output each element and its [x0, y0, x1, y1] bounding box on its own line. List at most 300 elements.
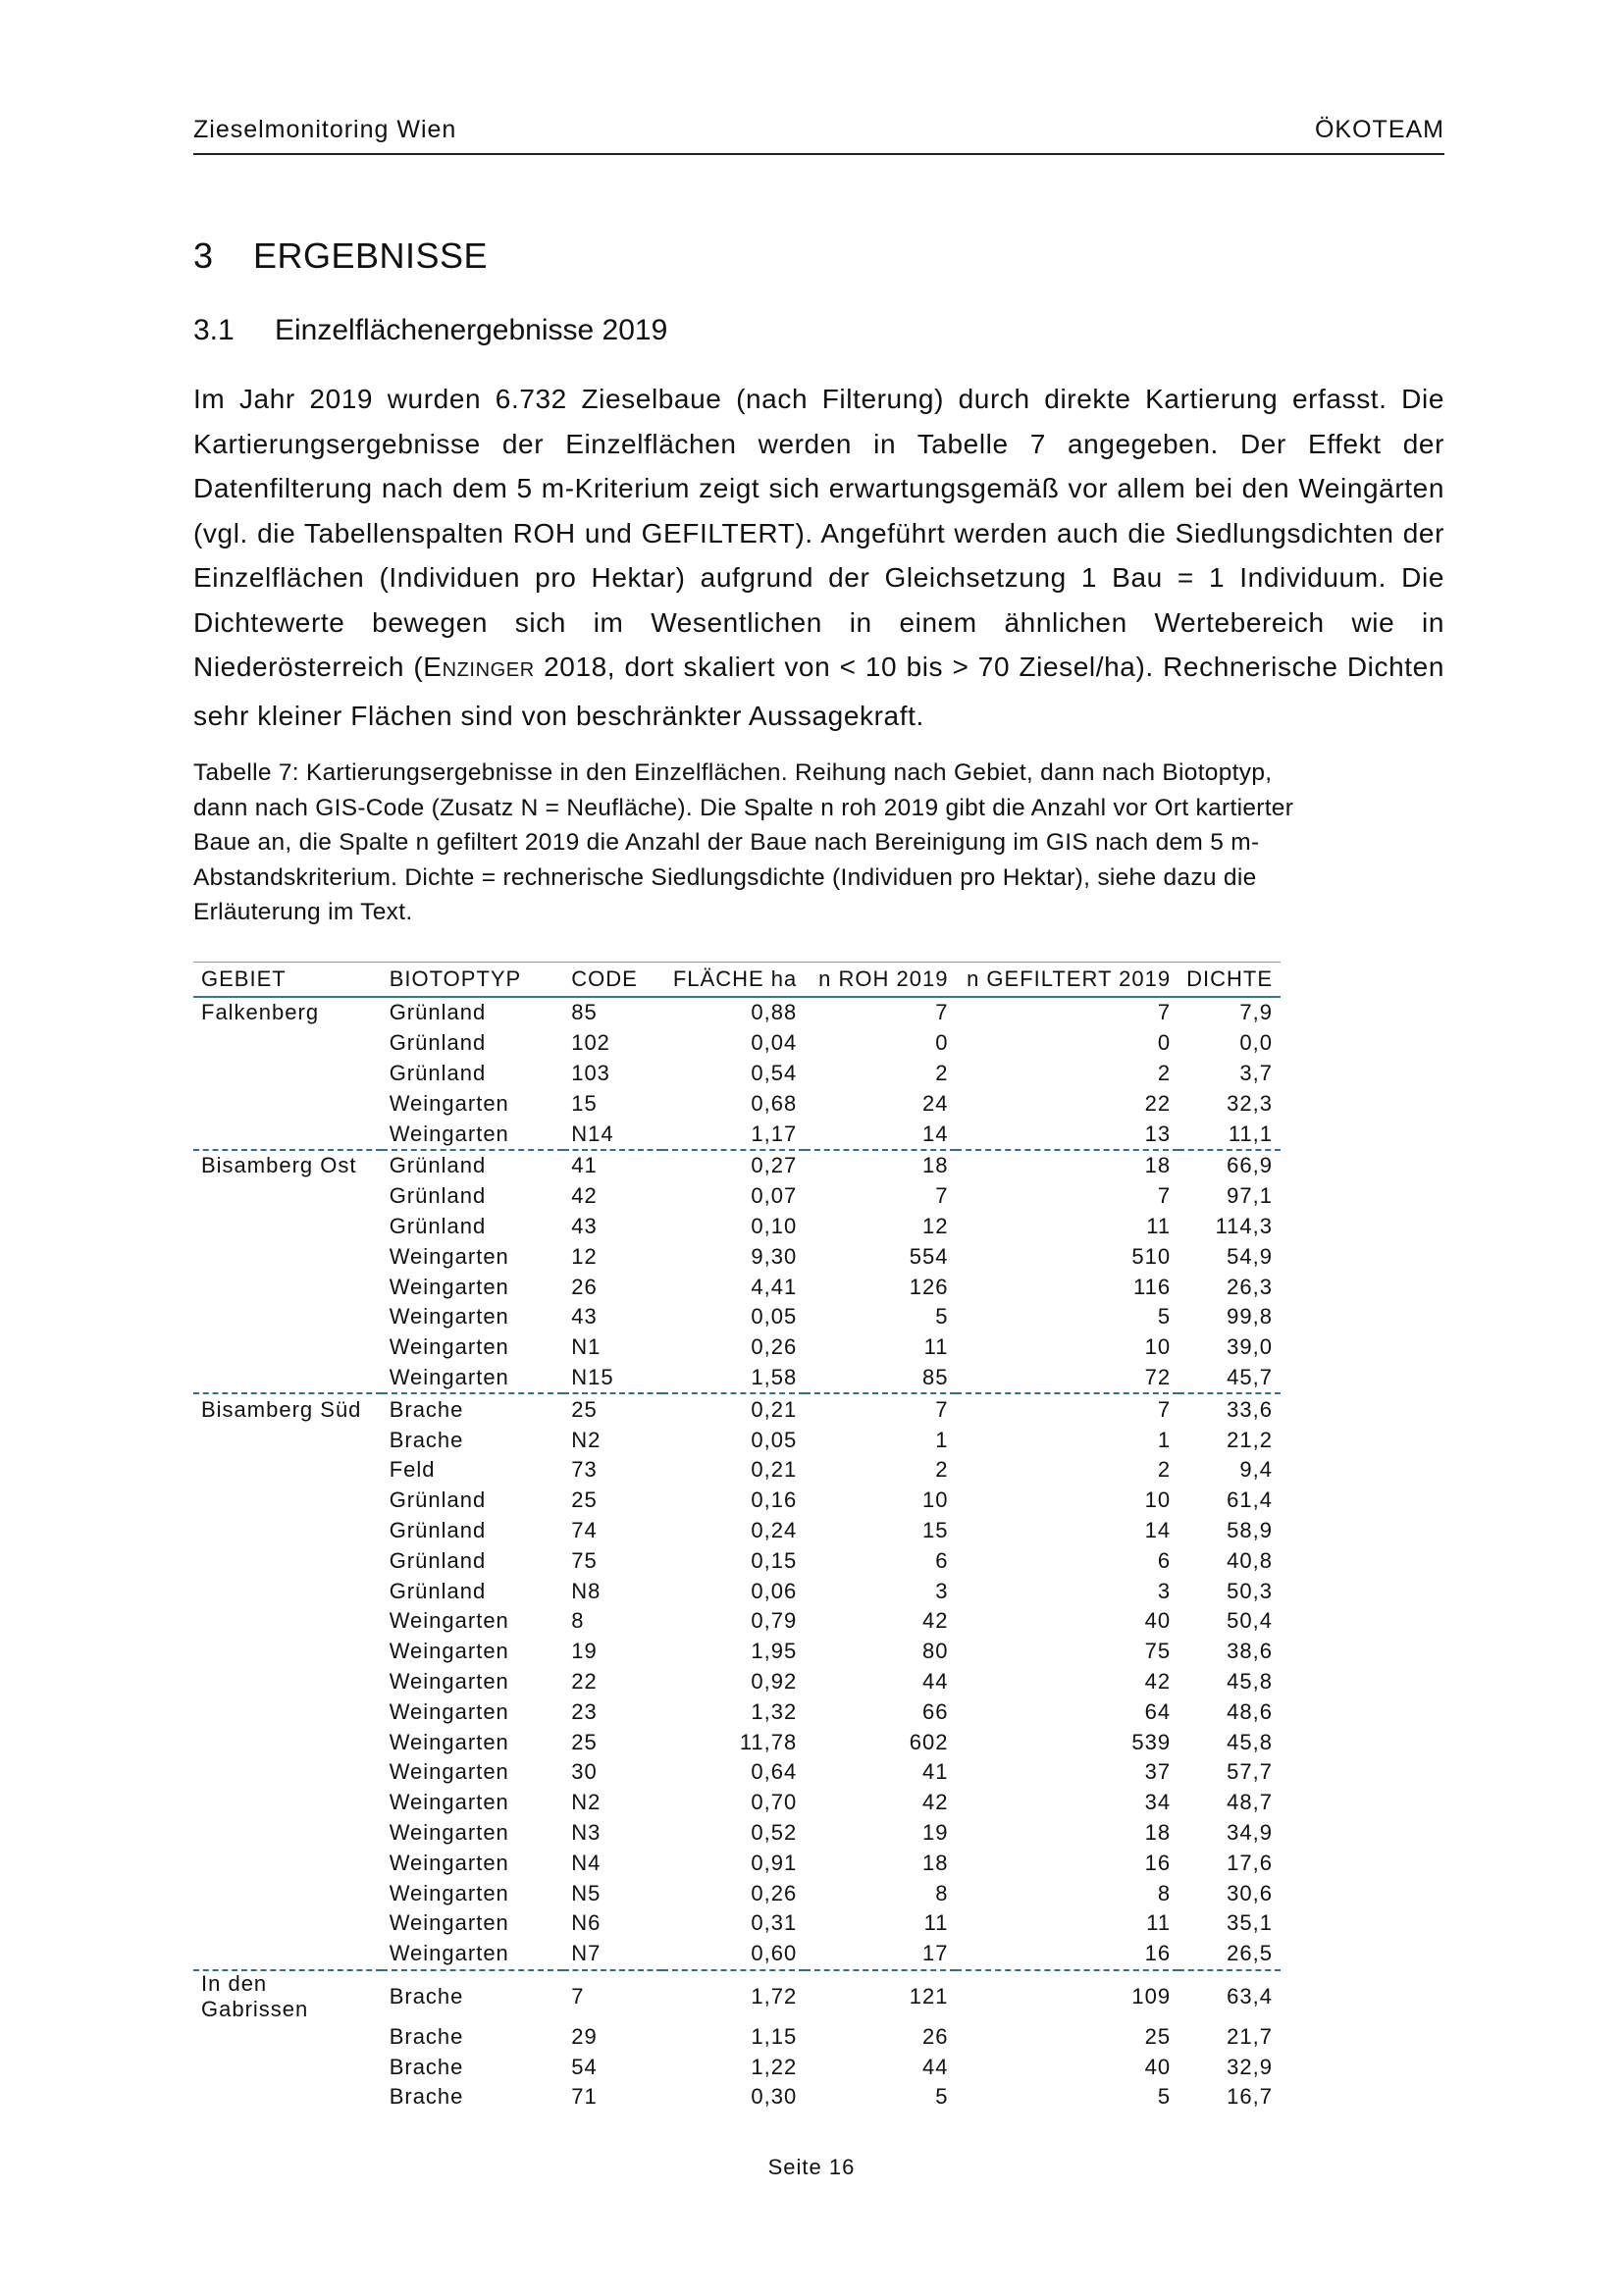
- table-row: [193, 1788, 1281, 1818]
- cell-n-roh: 7: [935, 1000, 949, 1025]
- cell-gebiet: Bisamberg Süd: [201, 1396, 362, 1422]
- cell-n-gefiltert: 116: [1132, 1274, 1172, 1299]
- cell-n-gefiltert: 7: [1157, 1183, 1172, 1209]
- cell-biotoptyp: Brache: [389, 1983, 464, 2009]
- author-initial: E: [423, 652, 443, 682]
- cell-dichte: 48,6: [1227, 1698, 1273, 1724]
- table-row: [193, 1516, 1281, 1546]
- cell-gebiet: [193, 1028, 382, 1059]
- cell-n-gefiltert: 2: [1157, 1457, 1172, 1483]
- cell-gebiet: [193, 1272, 382, 1302]
- cell-code: 12: [571, 1243, 598, 1269]
- cell-dichte: 63,4: [1227, 1983, 1273, 2009]
- cell-biotoptyp: Grünland: [389, 1060, 487, 1085]
- page-number: Seite 16: [767, 2155, 856, 2179]
- cell-biotoptyp: Weingarten: [382, 1363, 564, 1394]
- cell-dichte: 54,9: [1227, 1243, 1273, 1269]
- cell-biotoptyp: Weingarten: [389, 1090, 509, 1116]
- cell-dichte: 30,6: [1227, 1880, 1273, 1905]
- cell-biotoptyp: Weingarten: [389, 1698, 509, 1724]
- table-row: [193, 1393, 1281, 1425]
- table-row: [193, 2022, 1281, 2053]
- cell-n-roh: 42: [921, 1790, 949, 1815]
- table-row: [193, 997, 1281, 1028]
- cell-code: 41: [571, 1153, 598, 1178]
- cell-code: 25: [571, 1729, 598, 1754]
- cell-flaeche: 0,70: [751, 1790, 798, 1815]
- cell-flaeche: 0,26: [751, 1880, 798, 1905]
- cell-biotoptyp: Grünland: [389, 1153, 487, 1178]
- cell-biotoptyp: Weingarten: [389, 1334, 509, 1360]
- cell-n-gefiltert: 539: [1131, 1729, 1172, 1754]
- cell-flaeche: 0,31: [751, 1910, 798, 1936]
- cell-biotoptyp: Weingarten: [389, 1819, 509, 1845]
- cell-code: 74: [571, 1517, 598, 1542]
- cell-biotoptyp: Grünland: [389, 1517, 487, 1542]
- table-row: [193, 1181, 1281, 1212]
- cell-gebiet: [193, 1848, 382, 1878]
- cell-code: N1: [571, 1334, 602, 1360]
- cell-code: 8: [571, 1608, 585, 1634]
- cell-gebiet: [193, 2022, 382, 2053]
- cell-n-gefiltert: 18: [1144, 1819, 1172, 1845]
- cell-n-roh: 14: [805, 1119, 956, 1150]
- cell-dichte: 58,9: [1227, 1517, 1273, 1542]
- cell-biotoptyp: Weingarten: [389, 1304, 509, 1330]
- cell-dichte: 11,1: [1178, 1119, 1281, 1150]
- table-row: [193, 1212, 1281, 1242]
- table-row: [193, 2052, 1281, 2082]
- cell-n-roh: 10: [921, 1487, 949, 1513]
- cell-code: 75: [571, 1547, 598, 1573]
- table-row: [193, 1727, 1281, 1757]
- cell-biotoptyp: Grünland: [389, 1183, 487, 1209]
- cell-n-roh: 42: [921, 1608, 949, 1634]
- cell-n-gefiltert: 11: [1146, 1910, 1172, 1936]
- cell-code: 42: [571, 1183, 598, 1209]
- cell-flaeche: 0,88: [751, 1000, 798, 1025]
- cell-gebiet: [193, 2052, 382, 2082]
- citation-author: [423, 652, 534, 682]
- cell-flaeche: 0,26: [751, 1334, 798, 1360]
- cell-n-roh: 12: [921, 1213, 949, 1238]
- cell-biotoptyp: Weingarten: [389, 1274, 509, 1299]
- table-row: [193, 1332, 1281, 1363]
- cell-gebiet: [193, 1818, 382, 1849]
- cell-n-gefiltert: 1: [1157, 1427, 1172, 1452]
- column-header: DICHTE: [1178, 963, 1281, 998]
- cell-gebiet: In den Gabrissen: [201, 1970, 309, 2021]
- cell-biotoptyp: Weingarten: [389, 1729, 509, 1754]
- section-title: ERGEBNISSE: [253, 235, 489, 276]
- cell-gebiet: [193, 1939, 382, 1970]
- cell-flaeche: 1,22: [751, 2054, 798, 2079]
- cell-n-gefiltert: 3: [1157, 1578, 1172, 1603]
- cell-n-gefiltert: 72: [956, 1363, 1178, 1394]
- table-row: [193, 1696, 1281, 1727]
- cell-flaeche: 0,24: [751, 1517, 798, 1542]
- table-body: [193, 997, 1281, 2113]
- cell-flaeche: 0,21: [751, 1457, 798, 1483]
- cell-n-gefiltert: 22: [1144, 1090, 1172, 1116]
- cell-flaeche: 0,05: [751, 1304, 798, 1330]
- cell-code: N14: [563, 1119, 662, 1150]
- cell-biotoptyp: Weingarten: [389, 1639, 509, 1664]
- cell-gebiet: [193, 1181, 382, 1212]
- cell-n-gefiltert: 16: [956, 1939, 1178, 1970]
- cell-dichte: 21,7: [1227, 2023, 1273, 2049]
- cell-n-roh: 554: [909, 1243, 949, 1269]
- results-table: [193, 962, 1281, 2113]
- cell-code: N7: [563, 1939, 662, 1970]
- cell-dichte: 97,1: [1227, 1183, 1273, 1209]
- cell-code: 25: [571, 1396, 598, 1422]
- table-row: [193, 1150, 1281, 1181]
- cell-n-gefiltert: 64: [1144, 1698, 1172, 1724]
- cell-n-roh: 121: [909, 1983, 949, 2009]
- cell-dichte: 17,6: [1227, 1850, 1273, 1875]
- running-header-org: ÖKOTEAM: [1314, 116, 1444, 143]
- cell-flaeche: 0,06: [751, 1578, 798, 1603]
- cell-gebiet: [193, 1757, 382, 1788]
- cell-n-gefiltert: 34: [1144, 1790, 1172, 1815]
- cell-dichte: 50,4: [1227, 1608, 1273, 1634]
- cell-gebiet: [193, 1455, 382, 1486]
- cell-flaeche: 0,60: [662, 1939, 805, 1970]
- cell-n-roh: 18: [921, 1153, 949, 1178]
- cell-gebiet: [193, 1788, 382, 1818]
- table-row: [193, 1028, 1281, 1059]
- cell-biotoptyp: Weingarten: [382, 1939, 564, 1970]
- cell-dichte: 7,9: [1239, 1000, 1273, 1025]
- cell-n-roh: 85: [805, 1363, 956, 1394]
- table-row: [193, 1088, 1281, 1119]
- cell-dichte: 66,9: [1227, 1153, 1273, 1178]
- cell-flaeche: 0,27: [751, 1153, 798, 1178]
- cell-n-roh: 6: [935, 1547, 949, 1573]
- cell-flaeche: 9,30: [751, 1243, 798, 1269]
- cell-gebiet: [193, 1241, 382, 1272]
- cell-n-gefiltert: 10: [1144, 1334, 1172, 1360]
- cell-dichte: 45,7: [1178, 1363, 1281, 1394]
- cell-n-gefiltert: 109: [1131, 1983, 1172, 2009]
- cell-n-roh: 24: [921, 1090, 949, 1116]
- cell-n-gefiltert: 42: [1144, 1668, 1172, 1694]
- cell-dichte: 38,6: [1227, 1639, 1273, 1664]
- cell-dichte: 32,9: [1227, 2054, 1273, 2079]
- cell-n-gefiltert: 7: [1157, 1000, 1172, 1025]
- cell-gebiet: [193, 1878, 382, 1908]
- cell-gebiet: [193, 1727, 382, 1757]
- cell-n-roh: 3: [935, 1578, 949, 1603]
- cell-flaeche: 0,68: [751, 1090, 798, 1116]
- cell-biotoptyp: Weingarten: [389, 1243, 509, 1269]
- cell-n-gefiltert: 5: [1157, 1304, 1172, 1330]
- cell-gebiet: [193, 1486, 382, 1516]
- cell-flaeche: 1,95: [751, 1639, 798, 1664]
- cell-n-roh: 7: [935, 1183, 949, 1209]
- cell-dichte: 45,8: [1227, 1668, 1273, 1694]
- cell-code: N6: [571, 1910, 602, 1936]
- cell-flaeche: 0,05: [751, 1427, 798, 1452]
- table-row: [193, 2082, 1281, 2113]
- table-row: [193, 1425, 1281, 1455]
- cell-dichte: 16,7: [1227, 2084, 1273, 2110]
- cell-biotoptyp: Grünland: [389, 1487, 487, 1513]
- table-row: [193, 1848, 1281, 1878]
- table-row: [193, 1119, 1281, 1150]
- cell-code: 73: [571, 1457, 598, 1483]
- cell-n-roh: 26: [921, 2023, 949, 2049]
- cell-n-gefiltert: 7: [1157, 1396, 1172, 1422]
- cell-flaeche: 1,32: [751, 1698, 798, 1724]
- paragraph-part-1: Im Jahr 2019 wurden 6.732 Zieselbaue (nach Filterung) durch direkte Kartierung erfasst. Die Kartierungsergebnisse der Einzelflächen werden in Tabelle 7 angegeben. Der Effekt der Datenfilterung nach dem 5 m-Kriterium zeigt sich erwartungsgemäß vor allem bei den Weingärten (vgl. die Tabellenspalten ROH und GEFILTERT). Angeführt werden auch die Siedlungsdichten der Einzelflächen (Individuen pro Hektar) aufgrund der Gleichsetzung 1 Bau = 1 Individuum. Die Dichtewerte bewegen sich im Wesentlichen in einem ähnlichen Wertebereich wie in Niederösterreich (: [193, 384, 1444, 682]
- cell-gebiet: [193, 2082, 382, 2113]
- cell-n-roh: 11: [923, 1334, 949, 1360]
- cell-biotoptyp: Weingarten: [389, 1608, 509, 1634]
- body-paragraph: [193, 377, 1444, 738]
- table-row: [193, 1908, 1281, 1939]
- cell-n-roh: 126: [909, 1274, 949, 1299]
- cell-flaeche: 0,54: [751, 1060, 798, 1085]
- cell-n-gefiltert: 25: [1144, 2023, 1172, 2049]
- cell-gebiet: [193, 1545, 382, 1576]
- cell-n-roh: 602: [909, 1729, 949, 1754]
- cell-dichte: 99,8: [1227, 1304, 1273, 1330]
- cell-n-roh: 17: [805, 1939, 956, 1970]
- cell-n-gefiltert: 11: [1146, 1213, 1172, 1238]
- cell-code: 22: [571, 1668, 598, 1694]
- section-number: 3: [193, 235, 214, 276]
- cell-n-roh: 44: [921, 1668, 949, 1694]
- table-row: [193, 1545, 1281, 1576]
- cell-gebiet: Falkenberg: [201, 1000, 320, 1025]
- table-row: [193, 1363, 1281, 1394]
- cell-dichte: 114,3: [1215, 1213, 1273, 1238]
- header-rule: [193, 153, 1444, 155]
- table-row: [193, 1486, 1281, 1516]
- cell-dichte: 48,7: [1227, 1790, 1273, 1815]
- cell-n-roh: 80: [921, 1639, 949, 1664]
- cell-n-gefiltert: 16: [1144, 1850, 1172, 1875]
- cell-flaeche: 1,58: [662, 1363, 805, 1394]
- cell-biotoptyp: Grünland: [389, 1000, 487, 1025]
- cell-n-roh: 11: [923, 1910, 949, 1936]
- cell-flaeche: 4,41: [751, 1274, 798, 1299]
- cell-dichte: 32,3: [1227, 1090, 1273, 1116]
- cell-gebiet: Bisamberg Ost: [201, 1153, 357, 1178]
- cell-dichte: 39,0: [1227, 1334, 1273, 1360]
- cell-flaeche: 0,07: [751, 1183, 798, 1209]
- cell-gebiet: [193, 1302, 382, 1332]
- cell-dichte: 0,0: [1239, 1030, 1273, 1056]
- cell-gebiet: [193, 1059, 382, 1089]
- table-row: [193, 1637, 1281, 1667]
- cell-n-gefiltert: 14: [1144, 1517, 1172, 1542]
- cell-gebiet: [193, 1119, 382, 1150]
- cell-gebiet: [193, 1637, 382, 1667]
- cell-biotoptyp: Weingarten: [382, 1119, 564, 1150]
- cell-n-roh: 15: [921, 1517, 949, 1542]
- cell-code: 15: [571, 1090, 598, 1116]
- cell-gebiet: [193, 1212, 382, 1242]
- cell-flaeche: 0,15: [751, 1547, 798, 1573]
- cell-biotoptyp: Grünland: [389, 1030, 487, 1056]
- subsection-number: 3.1: [193, 314, 235, 346]
- subsection-title: Einzelflächenergebnisse 2019: [275, 314, 668, 346]
- cell-code: 102: [571, 1030, 610, 1056]
- cell-n-roh: 19: [921, 1819, 949, 1845]
- cell-flaeche: 0,04: [751, 1030, 798, 1056]
- cell-dichte: 35,1: [1227, 1910, 1273, 1936]
- cell-n-gefiltert: 18: [1144, 1153, 1172, 1178]
- table-row: [193, 1059, 1281, 1089]
- table-row: [193, 1818, 1281, 1849]
- cell-flaeche: 0,30: [751, 2084, 798, 2110]
- cell-n-gefiltert: 37: [1144, 1759, 1172, 1785]
- cell-flaeche: 0,52: [751, 1819, 798, 1845]
- paragraph-part-2: 2018, dort skaliert von < 10 bis > 70 Ziesel/ha). Rechnerische Dichten sehr kleiner Flächen sind von beschränkter Aussagekraft.: [193, 652, 1444, 731]
- table-row: [193, 1576, 1281, 1606]
- table-row: [193, 1302, 1281, 1332]
- cell-n-roh: 41: [921, 1759, 949, 1785]
- table-row: [193, 1272, 1281, 1302]
- cell-biotoptyp: Brache: [389, 1396, 464, 1422]
- cell-dichte: 9,4: [1239, 1457, 1273, 1483]
- table-row: [193, 1241, 1281, 1272]
- cell-biotoptyp: Weingarten: [389, 1910, 509, 1936]
- cell-biotoptyp: Weingarten: [389, 1668, 509, 1694]
- cell-biotoptyp: Grünland: [389, 1213, 487, 1238]
- cell-gebiet: [193, 1332, 382, 1363]
- cell-n-roh: 2: [935, 1457, 949, 1483]
- cell-dichte: 40,8: [1227, 1547, 1273, 1573]
- cell-dichte: 61,4: [1227, 1487, 1273, 1513]
- cell-dichte: 57,7: [1227, 1759, 1273, 1785]
- cell-flaeche: 1,15: [751, 2023, 798, 2049]
- cell-code: N8: [571, 1578, 602, 1603]
- table-header-row: [193, 963, 1281, 998]
- cell-biotoptyp: Weingarten: [389, 1759, 509, 1785]
- cell-code: 43: [571, 1213, 598, 1238]
- cell-biotoptyp: Feld: [389, 1457, 436, 1483]
- author-rest: NZINGER: [442, 659, 535, 681]
- table-row: [193, 1667, 1281, 1697]
- cell-flaeche: 1,72: [751, 1983, 798, 2009]
- cell-n-gefiltert: 75: [1144, 1639, 1172, 1664]
- cell-code: N4: [571, 1850, 602, 1875]
- cell-dichte: 33,6: [1227, 1396, 1273, 1422]
- cell-biotoptyp: Weingarten: [389, 1790, 509, 1815]
- cell-biotoptyp: Grünland: [389, 1578, 487, 1603]
- cell-code: 7: [571, 1983, 585, 2009]
- cell-code: N15: [563, 1363, 662, 1394]
- cell-n-roh: 5: [935, 1304, 949, 1330]
- cell-n-gefiltert: 510: [1131, 1243, 1172, 1269]
- cell-code: 26: [571, 1274, 598, 1299]
- cell-n-gefiltert: 40: [1144, 1608, 1172, 1634]
- cell-flaeche: 0,79: [751, 1608, 798, 1634]
- cell-n-roh: 44: [921, 2054, 949, 2079]
- cell-code: N2: [571, 1790, 602, 1815]
- cell-dichte: 50,3: [1227, 1578, 1273, 1603]
- cell-gebiet: [193, 1363, 382, 1394]
- table-row: [193, 1970, 1281, 2022]
- table-row: [193, 1939, 1281, 1970]
- cell-code: 19: [571, 1639, 598, 1664]
- cell-gebiet: [193, 1425, 382, 1455]
- cell-code: 71: [571, 2084, 598, 2110]
- table-row: [193, 1455, 1281, 1486]
- cell-n-gefiltert: 6: [1157, 1547, 1172, 1573]
- cell-flaeche: 0,64: [751, 1759, 798, 1785]
- cell-dichte: 3,7: [1239, 1060, 1273, 1085]
- cell-gebiet: [193, 1696, 382, 1727]
- cell-dichte: 34,9: [1227, 1819, 1273, 1845]
- cell-biotoptyp: Brache: [389, 1427, 464, 1452]
- cell-dichte: 21,2: [1227, 1427, 1273, 1452]
- cell-n-roh: 0: [935, 1030, 949, 1056]
- subsection-heading: [193, 314, 667, 347]
- cell-n-gefiltert: 8: [1157, 1880, 1172, 1905]
- table-row: [193, 1878, 1281, 1908]
- cell-gebiet: [193, 1667, 382, 1697]
- column-header: n GEFILTERT 2019: [956, 963, 1178, 998]
- cell-gebiet: [193, 1516, 382, 1546]
- cell-flaeche: 0,91: [751, 1850, 798, 1875]
- cell-n-roh: 7: [935, 1396, 949, 1422]
- cell-n-roh: 66: [921, 1698, 949, 1724]
- section-heading: [193, 235, 488, 277]
- cell-biotoptyp: Brache: [389, 2023, 464, 2049]
- cell-code: 29: [571, 2023, 598, 2049]
- cell-code: 85: [571, 1000, 598, 1025]
- cell-code: 43: [571, 1304, 598, 1330]
- cell-code: 25: [571, 1487, 598, 1513]
- cell-code: N2: [571, 1427, 602, 1452]
- cell-dichte: 26,5: [1178, 1939, 1281, 1970]
- cell-n-roh: 5: [935, 2084, 949, 2110]
- cell-n-gefiltert: 2: [1157, 1060, 1172, 1085]
- cell-n-gefiltert: 40: [1144, 2054, 1172, 2079]
- cell-gebiet: [193, 1576, 382, 1606]
- column-header: GEBIET: [193, 963, 382, 998]
- cell-flaeche: 0,16: [751, 1487, 798, 1513]
- column-header: CODE: [563, 963, 662, 998]
- cell-code: 23: [571, 1698, 598, 1724]
- column-header: FLÄCHE ha: [662, 963, 805, 998]
- cell-biotoptyp: Weingarten: [389, 1850, 509, 1875]
- cell-gebiet: [193, 1908, 382, 1939]
- cell-n-gefiltert: 13: [956, 1119, 1178, 1150]
- cell-flaeche: 0,92: [751, 1668, 798, 1694]
- cell-code: N3: [571, 1819, 602, 1845]
- cell-n-roh: 8: [935, 1880, 949, 1905]
- cell-flaeche: 1,17: [662, 1119, 805, 1150]
- cell-code: 30: [571, 1759, 598, 1785]
- cell-gebiet: [193, 1088, 382, 1119]
- cell-n-roh: 1: [935, 1427, 949, 1452]
- table-caption: Tabelle 7: Kartierungsergebnisse in den Einzelflächen. Reihung nach Gebiet, dann nach Biotoptyp, dann nach GIS-Code (Zusatz N = Neufläche). Die Spalte n roh 2019 gibt die Anzahl vor Ort kartierter Baue an, die Spalte n gefiltert 2019 die Anzahl der Baue nach Bereinigung im GIS nach dem 5 m-Abstandskriterium. Dichte = rechnerische Siedlungsdichte (Individuen pro Hektar), siehe dazu die Erläuterung im Text.: [193, 759, 1294, 925]
- cell-n-roh: 2: [935, 1060, 949, 1085]
- column-header: BIOTOPTYP: [382, 963, 564, 998]
- cell-biotoptyp: Brache: [389, 2084, 464, 2110]
- cell-flaeche: 11,78: [739, 1729, 798, 1754]
- table-row: [193, 1757, 1281, 1788]
- cell-gebiet: [193, 1606, 382, 1637]
- cell-biotoptyp: Grünland: [389, 1547, 487, 1573]
- cell-n-gefiltert: 5: [1157, 2084, 1172, 2110]
